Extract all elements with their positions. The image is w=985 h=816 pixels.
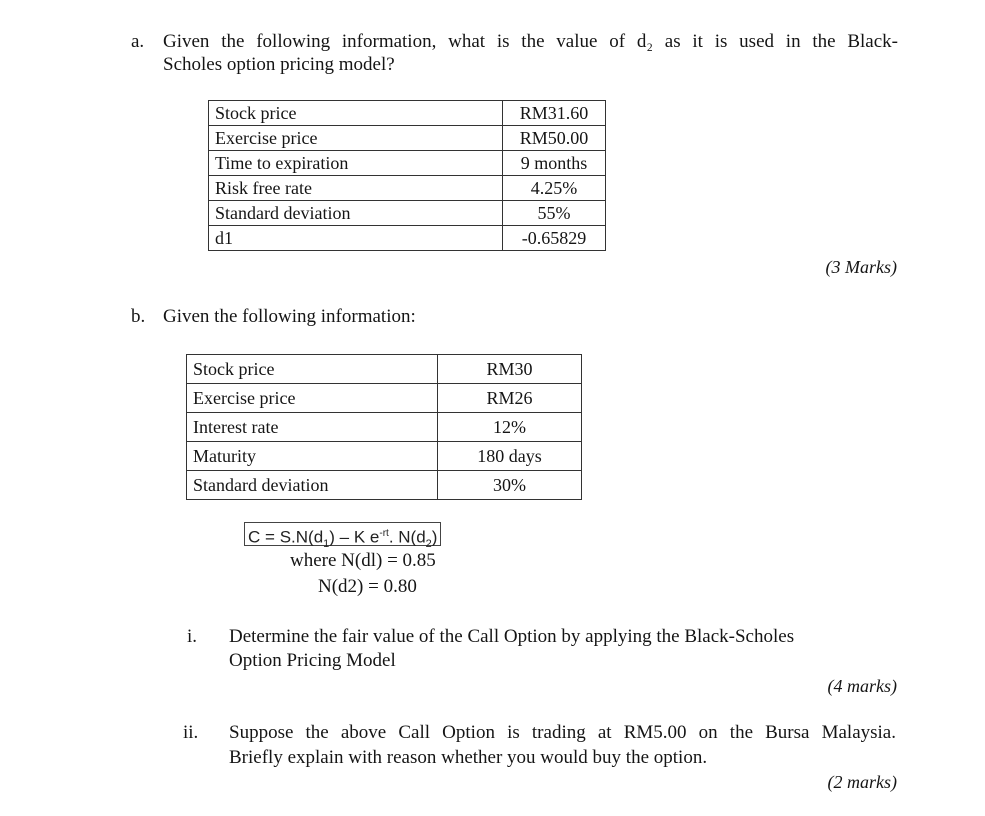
part-a-label: a.	[131, 31, 145, 52]
row-label: Exercise price	[209, 126, 503, 151]
row-label: Risk free rate	[209, 176, 503, 201]
row-label: Interest rate	[187, 413, 438, 442]
row-label: Standard deviation	[187, 471, 438, 500]
table-row	[187, 413, 582, 442]
row-value: RM31.60	[503, 101, 606, 126]
nd2-value: N(d2) = 0.80	[318, 576, 417, 597]
row-value: 180 days	[438, 442, 582, 471]
sub-question-ii-label: ii.	[183, 722, 199, 743]
black-scholes-formula	[244, 522, 441, 551]
table-row	[187, 355, 582, 384]
row-label: d1	[209, 226, 503, 251]
formula-equals: =	[265, 527, 275, 547]
row-label: Time to expiration	[209, 151, 503, 176]
formula-sub-2: 2	[425, 538, 432, 551]
sub-question-ii-marks: (2 marks)	[827, 772, 897, 792]
part-b-intro: Given the following information:	[163, 306, 416, 327]
formula-close: )	[431, 527, 438, 547]
formula-s-term: S.N(d	[279, 527, 324, 547]
nd1-value: where N(dl) = 0.85	[290, 550, 436, 571]
sub-question-ii-line-2: Briefly explain with reason whether you would buy the option.	[229, 747, 708, 768]
part-a-data-table	[208, 100, 606, 251]
part-a-marks: (3 Marks)	[825, 257, 897, 277]
table-row	[187, 384, 582, 413]
part-a-question-line-1: Given the following information, what is the value of d₂ as it is used in the Black-	[163, 31, 898, 52]
table-row	[209, 101, 606, 126]
formula-k-term: ) – K e	[329, 527, 380, 547]
row-value: RM50.00	[503, 126, 606, 151]
row-label: Maturity	[187, 442, 438, 471]
row-label: Stock price	[187, 355, 438, 384]
part-a-question-line-2: Scholes option pricing model?	[163, 54, 395, 75]
row-value: RM26	[438, 384, 582, 413]
table-row	[209, 201, 606, 226]
formula-exponent: -rt	[379, 528, 389, 539]
formula-nd2-term: . N(d	[388, 527, 426, 547]
row-label: Stock price	[209, 101, 503, 126]
formula-c: C	[248, 527, 261, 547]
part-b-data-table	[186, 354, 582, 500]
table-row	[209, 151, 606, 176]
part-b-label: b.	[131, 306, 146, 327]
row-label: Exercise price	[187, 384, 438, 413]
sub-question-i-line-2: Option Pricing Model	[229, 650, 396, 671]
row-value: 4.25%	[503, 176, 606, 201]
table-row	[187, 442, 582, 471]
row-value: RM30	[438, 355, 582, 384]
row-label: Standard deviation	[209, 201, 503, 226]
table-row	[187, 471, 582, 500]
sub-question-ii-line-1: Suppose the above Call Option is trading at RM5.00 on the Bursa Malaysia.	[229, 722, 896, 743]
sub-question-i-line-1: Determine the fair value of the Call Option by applying the Black-Scholes	[229, 626, 795, 647]
table-row	[209, 126, 606, 151]
row-value: 12%	[438, 413, 582, 442]
formula-sub-1: 1	[323, 538, 330, 551]
sub-question-i-label: i.	[187, 626, 198, 647]
table-row	[209, 226, 606, 251]
table-row	[209, 176, 606, 201]
row-value: 55%	[503, 201, 606, 226]
row-value: 9 months	[503, 151, 606, 176]
row-value: 30%	[438, 471, 582, 500]
sub-question-i-marks: (4 marks)	[827, 676, 897, 696]
row-value: -0.65829	[503, 226, 606, 251]
